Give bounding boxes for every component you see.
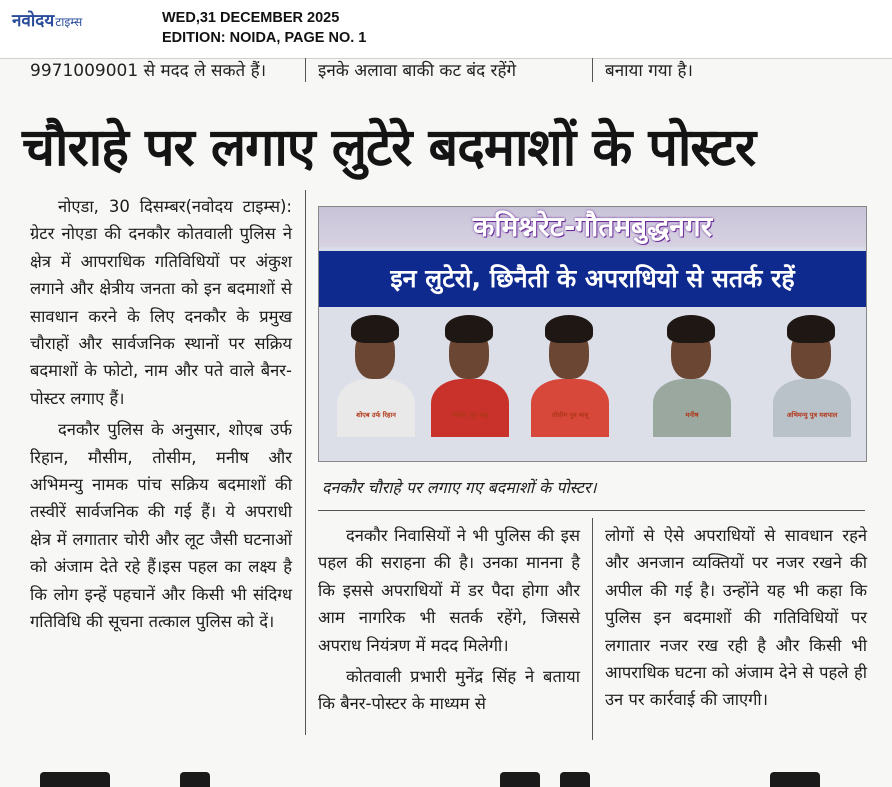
column-divider-top-1 [305,58,306,82]
date-line: WED,31 DECEMBER 2025 [162,10,340,26]
poster-warning-band: इन लुटेरो, छिनैती के अपराधियो से सतर्क रहें [319,251,866,307]
logo-sub-text: टाइम्स [55,15,83,29]
suspect-shirt [531,379,609,437]
strip-fragment-1: 9971009001 से मदद ले सकते हैं। [30,61,267,81]
cut-off-headline-glyph [180,772,210,787]
caption-rule [318,510,865,511]
newspaper-logo [12,8,82,31]
suspect-name: तोसीम पुत्र बाबू [551,411,589,419]
paragraph: लोगों से ऐसे अपराधियों से सावधान रहने और अनजान व्यक्तियों पर नजर रखने की अपील की गई है। उन्होंने यह भी कहा कि पुलिस इन बदमाशों की गतिविधियों पर लगातार नजर रख रही है और किसी भी आपराधिक घटना को अंजाम देने से पहले ही उन पर कार्रवाई की जाएगी। [605,526,867,710]
column-divider [305,190,306,735]
paragraph: नोएडा, 30 दिसम्बर(नवोदय टाइम्स): ग्रेटर नोएडा की दनकौर कोतवाली पुलिस ने क्षेत्र में आपराधिक गतिविधियों पर अंकुश लगाने और क्षेत्रीय जनता को इन बदमाशों से सावधान करने के लिए दनकौर के प्रमुख चौराहों और सार्वजनिक स्थानों पर सक्रिय बदमाशों के फोटो, नाम और पते वाले बैनर-पोस्टर लगाए हैं। [30,197,292,408]
masthead [0,0,892,59]
edition-line: EDITION: NOIDA, PAGE NO. 1 [162,30,367,46]
cut-off-headline-glyph [500,772,540,787]
cut-off-headline-glyph [770,772,820,787]
suspect-name: मौसीम पुत्र बाबू [451,411,489,419]
column-divider [592,518,593,740]
suspect-shirt [653,379,731,437]
strip-fragment-2: इनके अलावा बाकी कट बंद रहेंगे [318,61,517,81]
paragraph: दनकौर पुलिस के अनुसार, शोएब उर्फ रिहान, मौसीम, तोसीम, मनीष और अभिमन्यु नामक पांच सक्रिय बदमाशों की तस्वीरें सार्वजनिक की गई हैं। ये अपराधी क्षेत्र में लगातार चोरी और लूट जैसी घटनाओं को अंजाम देते रहे हैं।इस पहल का लक्ष्य है कि लोग इन्हें पहचानें और किसी भी संदिग्ध गतिविधि की सूचना तत्काल पुलिस को दें। [30,420,292,632]
logo-main-text: नवोदय [12,11,55,31]
photo-caption: दनकौर चौराहे पर लगाए गए बदमाशों के पोस्टर। [322,478,597,497]
article-column-2 [318,522,580,718]
suspect-shirt [431,379,509,437]
edition-info [162,8,366,48]
suspect-hair [445,315,493,343]
suspect-hair [545,315,593,343]
cut-off-headline-glyph [40,772,110,787]
column-divider-top-2 [592,58,593,82]
poster-photo [318,206,867,462]
strip-fragment-3: बनाया गया है। [605,61,693,81]
article-headline: चौराहे पर लगाए लुटेरे बदमाशों के पोस्टर [22,118,756,178]
suspect-name: मनीष [685,411,699,419]
article-column-3 [605,522,867,714]
paragraph: दनकौर निवासियों ने भी पुलिस की इस पहल की सराहना की है। उनका मानना है कि इससे अपराधियों में डर पैदा होगा और आम नागरिक भी सतर्क रहेंगे, जिससे अपराध नियंत्रण में मदद मिलेगी। [318,526,580,655]
suspect-name: शोएब उर्फ रिहान [356,411,396,419]
previous-article-strip [0,58,892,84]
next-headline-strip [0,768,892,787]
paragraph: कोतवाली प्रभारी मुनेंद्र सिंह ने बताया कि बैनर-पोस्टर के माध्यम से [318,667,580,714]
suspect-hair [351,315,399,343]
suspect-shirt [337,379,415,437]
suspect-hair [667,315,715,343]
poster-title-band: कमिश्नरेट-गौतमबुद्धनगर [319,207,866,247]
article-column-1 [30,193,292,636]
suspect-name: अभिमन्यु पुत्र यशपाल [786,411,838,419]
cut-off-headline-glyph [560,772,590,787]
suspect-shirt [773,379,851,437]
suspect-hair [787,315,835,343]
